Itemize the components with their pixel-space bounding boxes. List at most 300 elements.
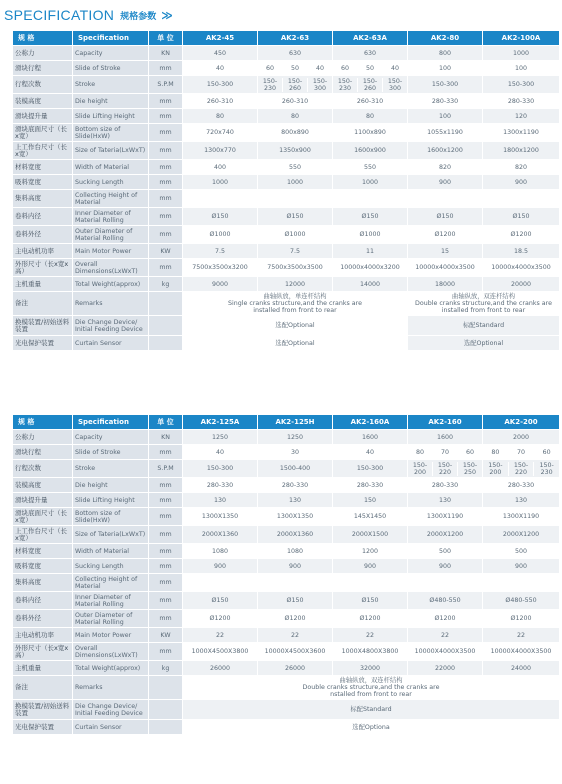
row-unit: KW <box>149 244 183 259</box>
spec-title-en: SPECIFICATION <box>4 7 115 23</box>
table-cell: 1200 <box>333 544 408 559</box>
table-cell: 32000 <box>333 661 408 676</box>
row-label-cn: 滑块行程 <box>13 445 73 460</box>
row-label-en: Size of Tateria(LxWxT) <box>73 142 149 160</box>
row-unit: KN <box>149 430 183 445</box>
table-cell: Ø150 <box>483 208 560 226</box>
table-row <box>13 46 560 61</box>
row-unit: mm <box>149 544 183 559</box>
table-cell: 1000X4500X3800 <box>183 643 258 661</box>
table-cell <box>258 61 333 76</box>
table-cell: 1600 <box>333 430 408 445</box>
sub-cell: 60 <box>457 449 482 456</box>
table-cell <box>408 460 483 478</box>
row-unit: mm <box>149 109 183 124</box>
table-row <box>13 94 560 109</box>
sub-cell: 50 <box>282 65 307 72</box>
row-label-cn: 吸料宽度 <box>13 559 73 574</box>
row-label-en: Outer Diameter of Material Rolling <box>73 226 149 244</box>
table-cell: 500 <box>408 544 483 559</box>
table-cell: 1600x1200 <box>408 142 483 160</box>
table-cell: 280-330 <box>483 94 560 109</box>
table-cell <box>483 460 560 478</box>
table-cell: Ø1000 <box>333 226 408 244</box>
row-label-cn: 滑块提升量 <box>13 109 73 124</box>
row-unit: mm <box>149 175 183 190</box>
column-header: AK2-125A <box>183 415 258 430</box>
table-row <box>13 208 560 226</box>
curtain-right-value: 选配Optional <box>408 336 560 351</box>
row-label-en: Slide of Stroke <box>73 61 149 76</box>
table-cell: 10000X4500X3600 <box>258 643 333 661</box>
double-chevron-icon: ≫ <box>161 8 173 22</box>
table-row <box>13 61 560 76</box>
sub-cell: 150- 300 <box>382 78 407 92</box>
sub-cell: 60 <box>265 64 274 72</box>
table-cell: 150-300 <box>183 76 258 94</box>
row-label-cn: 集料高度 <box>13 574 73 592</box>
table-row <box>13 592 560 610</box>
row-label-cn: 主机重量 <box>13 277 73 292</box>
table-row <box>13 142 560 160</box>
table-row <box>13 610 560 628</box>
table-cell: 18000 <box>408 277 483 292</box>
table-cell: 1800x1200 <box>483 142 560 160</box>
table-row <box>13 175 560 190</box>
table-cell <box>408 190 483 208</box>
table-cell: 40 <box>183 61 258 76</box>
row-unit: mm <box>149 124 183 142</box>
table-cell: 800 <box>408 46 483 61</box>
table-cell: 40 <box>333 445 408 460</box>
table-cell: 130 <box>483 493 560 508</box>
row-unit: kg <box>149 661 183 676</box>
row-label-en: Sucking Length <box>73 559 149 574</box>
remarks-row <box>13 676 560 700</box>
table-row <box>13 574 560 592</box>
table-cell: Ø1200 <box>483 610 560 628</box>
table-cell: 800x890 <box>258 124 333 142</box>
table-cell: Ø150 <box>408 208 483 226</box>
table-row <box>13 259 560 277</box>
table-row <box>13 460 560 478</box>
sub-cell: 150- 300 <box>307 78 332 92</box>
table-cell: 550 <box>333 160 408 175</box>
table-cell <box>258 76 333 94</box>
row-unit: S.P.M <box>149 460 183 478</box>
diechange-row <box>13 700 560 720</box>
table-cell <box>183 574 258 592</box>
row-unit: mm <box>149 478 183 493</box>
table-cell: 22 <box>258 628 333 643</box>
row-label-cn: 光电保护装置 <box>13 720 73 735</box>
table-cell: 1300X1350 <box>183 508 258 526</box>
table-row <box>13 493 560 508</box>
table-row <box>13 544 560 559</box>
table-cell: Ø480-550 <box>483 592 560 610</box>
row-label-cn: 卷料内径 <box>13 208 73 226</box>
table-cell: 130 <box>408 493 483 508</box>
row-label-en: Bottom size of Slide(HxW) <box>73 508 149 526</box>
table-cell: Ø1200 <box>483 226 560 244</box>
table-cell: 500 <box>483 544 560 559</box>
sub-cell: 150- 220 <box>508 462 534 476</box>
row-label-cn: 外形尺寸（长x宽x高） <box>13 643 73 661</box>
column-header: AK2-63 <box>258 31 333 46</box>
row-label-cn: 卷料外径 <box>13 610 73 628</box>
diechange-right-value: 标配Standard <box>408 316 560 336</box>
table-cell: 820 <box>408 160 483 175</box>
table-cell: 900 <box>483 175 560 190</box>
row-label-cn: 卷料外径 <box>13 226 73 244</box>
table-cell: Ø1200 <box>408 610 483 628</box>
curtain-left-value: 选配Optional <box>183 336 408 351</box>
table-cell: 1000 <box>183 175 258 190</box>
row-label-en: Die Change Device/ Initial Feeding Device <box>73 316 149 336</box>
row-unit: mm <box>149 526 183 544</box>
column-header: 规 格 <box>13 31 73 46</box>
sub-cell: 40 <box>307 65 332 72</box>
table-cell: 150-300 <box>408 76 483 94</box>
table-cell: Ø150 <box>258 208 333 226</box>
table-cell: Ø1000 <box>183 226 258 244</box>
row-label-cn: 行程次数 <box>13 460 73 478</box>
row-label-cn: 材料宽度 <box>13 544 73 559</box>
row-unit: mm <box>149 190 183 208</box>
sub-cell: 150- 220 <box>432 462 457 476</box>
table-cell: 10000x4000x3500 <box>408 259 483 277</box>
table-cell: Ø150 <box>333 208 408 226</box>
table-cell: 10000X4000X3500 <box>408 643 483 661</box>
row-label-en: Stroke <box>73 460 149 478</box>
row-label-cn: 公称力 <box>13 46 73 61</box>
table-cell: 1000 <box>333 175 408 190</box>
row-unit: mm <box>149 610 183 628</box>
row-label-cn: 外形尺寸（长x宽x高） <box>13 259 73 277</box>
table-cell: 7500x3500x3200 <box>183 259 258 277</box>
table-cell: 150-300 <box>333 460 408 478</box>
table-cell: 1350x900 <box>258 142 333 160</box>
table-cell <box>483 445 560 460</box>
table-row <box>13 661 560 676</box>
table-cell: 80 <box>258 109 333 124</box>
sub-cell: 60 <box>533 449 559 456</box>
table-cell: 1250 <box>183 430 258 445</box>
table-cell: 22 <box>183 628 258 643</box>
row-label-en: Sucking Length <box>73 175 149 190</box>
table-header-row <box>13 31 560 46</box>
table-cell: 1300x1190 <box>483 124 560 142</box>
table-cell: Ø1000 <box>258 226 333 244</box>
row-unit: S.P.M <box>149 76 183 94</box>
table-cell: 10000x4000x3500 <box>483 259 560 277</box>
table-cell: 1600 <box>408 430 483 445</box>
remarks-left-value: 曲轴纵放，单连杆结构 Single cranks structure,and the cranks are installed from front to rear <box>183 292 408 316</box>
table-cell: 9000 <box>183 277 258 292</box>
row-unit: mm <box>149 259 183 277</box>
row-label-en: Total Weight(approx) <box>73 277 149 292</box>
row-label-en: Die Change Device/ Initial Feeding Device <box>73 700 149 720</box>
row-label-cn: 主电动机功率 <box>13 628 73 643</box>
table-cell: 130 <box>183 493 258 508</box>
table-cell: 400 <box>183 160 258 175</box>
row-label-en: Stroke <box>73 76 149 94</box>
sub-cell: 150- 230 <box>337 77 353 92</box>
column-header: 单 位 <box>149 415 183 430</box>
table-cell: 7.5 <box>258 244 333 259</box>
table-cell: 900 <box>408 175 483 190</box>
row-label-cn: 主机重量 <box>13 661 73 676</box>
row-label-en: Remarks <box>73 292 149 316</box>
row-unit: mm <box>149 61 183 76</box>
row-label-en: Inner Diameter of Material Rolling <box>73 592 149 610</box>
table-row <box>13 124 560 142</box>
row-label-cn: 换模装置/初始送料装置 <box>13 316 73 336</box>
table-cell: 26000 <box>258 661 333 676</box>
row-unit: mm <box>149 94 183 109</box>
row-unit: mm <box>149 493 183 508</box>
table-cell <box>333 61 408 76</box>
row-unit: KN <box>149 46 183 61</box>
table-cell: 900 <box>408 559 483 574</box>
row-label-cn: 上工作台尺寸（长x宽） <box>13 142 73 160</box>
table-row <box>13 244 560 259</box>
table-row <box>13 160 560 175</box>
sub-cell: 50 <box>357 65 382 72</box>
row-label-en: Slide of Stroke <box>73 445 149 460</box>
table-cell: 18.5 <box>483 244 560 259</box>
row-unit: mm <box>149 160 183 175</box>
row-label-cn: 光电保护装置 <box>13 336 73 351</box>
table-header-row <box>13 415 560 430</box>
row-label-en: Inner Diameter of Material Rolling <box>73 208 149 226</box>
table-row <box>13 508 560 526</box>
table-row <box>13 445 560 460</box>
sub-cell: 70 <box>432 449 457 456</box>
column-header: AK2-160A <box>333 415 408 430</box>
table-cell: 1080 <box>183 544 258 559</box>
row-unit: mm <box>149 142 183 160</box>
sub-cell: 150- 260 <box>282 78 307 92</box>
row-label-cn: 备注 <box>13 292 73 316</box>
table-cell: 145X1450 <box>333 508 408 526</box>
row-label-cn: 主电动机功率 <box>13 244 73 259</box>
table-cell: 2000X1200 <box>483 526 560 544</box>
table-row <box>13 430 560 445</box>
table-cell: 22 <box>333 628 408 643</box>
row-label-en: Size of Tateria(LxWxT) <box>73 526 149 544</box>
row-label-en: Width of Material <box>73 544 149 559</box>
table-cell: 260-310 <box>258 94 333 109</box>
table-cell: 10000x4000x3200 <box>333 259 408 277</box>
table-cell: 30 <box>258 445 333 460</box>
row-label-cn: 装模高度 <box>13 478 73 493</box>
table-cell: 120 <box>483 109 560 124</box>
row-unit: kg <box>149 277 183 292</box>
table-cell: 1300X1190 <box>408 508 483 526</box>
table-cell: 900 <box>258 559 333 574</box>
table-cell: 1080 <box>258 544 333 559</box>
row-label-cn: 材料宽度 <box>13 160 73 175</box>
row-unit: mm <box>149 592 183 610</box>
table-cell: 22 <box>483 628 560 643</box>
row-label-en: Outer Diameter of Material Rolling <box>73 610 149 628</box>
row-label-en: Slide Lifting Height <box>73 493 149 508</box>
sub-cell: 60 <box>340 64 349 72</box>
row-unit: mm <box>149 226 183 244</box>
sub-cell: 150- 250 <box>457 462 482 476</box>
column-header: Specification <box>73 31 149 46</box>
table-cell <box>408 574 483 592</box>
table-cell <box>258 574 333 592</box>
table-cell: 40 <box>183 445 258 460</box>
row-unit <box>149 336 183 351</box>
table-cell: 12000 <box>258 277 333 292</box>
table-cell: 1000X4800X3800 <box>333 643 408 661</box>
row-label-en: Overall Dimensions(LxWxT) <box>73 643 149 661</box>
sub-cell: 150- 200 <box>488 461 503 476</box>
table-cell: 2000 <box>483 430 560 445</box>
table-cell: Ø150 <box>183 208 258 226</box>
row-label-en: Die height <box>73 478 149 493</box>
table-cell: 280-330 <box>258 478 333 493</box>
table-cell <box>258 190 333 208</box>
table-row <box>13 628 560 643</box>
row-unit: mm <box>149 208 183 226</box>
row-label-cn: 备注 <box>13 676 73 700</box>
column-header: 规 格 <box>13 415 73 430</box>
spec-header <box>4 6 173 24</box>
table-row <box>13 76 560 94</box>
table-cell: 820 <box>483 160 560 175</box>
table-row <box>13 109 560 124</box>
table-cell <box>483 190 560 208</box>
table-cell: 280-330 <box>483 478 560 493</box>
diechange-left-value: 选配Optional <box>183 316 408 336</box>
table-cell: 720x740 <box>183 124 258 142</box>
table-cell <box>333 76 408 94</box>
spec-table-1 <box>12 30 560 351</box>
sub-cell: 70 <box>508 449 534 456</box>
row-unit <box>149 676 183 700</box>
table-cell: 900 <box>483 559 560 574</box>
table-row <box>13 226 560 244</box>
table-cell: 2000X1360 <box>183 526 258 544</box>
table-cell: 280-330 <box>408 478 483 493</box>
table-row <box>13 526 560 544</box>
table-cell: 550 <box>258 160 333 175</box>
table-cell: 26000 <box>183 661 258 676</box>
table-cell: 1500-400 <box>258 460 333 478</box>
diechange-value: 标配Standard <box>183 700 560 720</box>
row-label-cn: 滑块底面尺寸（长x宽） <box>13 124 73 142</box>
table-cell: 1300x770 <box>183 142 258 160</box>
row-label-cn: 换模装置/初始送料装置 <box>13 700 73 720</box>
table-cell: 22 <box>408 628 483 643</box>
table-cell: 630 <box>333 46 408 61</box>
column-header: AK2-200 <box>483 415 560 430</box>
table-cell: 2000X1200 <box>408 526 483 544</box>
table-cell: 80 <box>183 109 258 124</box>
table-row <box>13 643 560 661</box>
row-label-en: Capacity <box>73 46 149 61</box>
table-cell: 15 <box>408 244 483 259</box>
row-label-cn: 公称力 <box>13 430 73 445</box>
table-cell: 150-300 <box>183 460 258 478</box>
sub-cell: 150- 230 <box>533 462 559 476</box>
curtain-value: 选配Optiona <box>183 720 560 735</box>
table-cell: 1600x900 <box>333 142 408 160</box>
table-cell: 14000 <box>333 277 408 292</box>
table-cell <box>408 445 483 460</box>
table-cell: 80 <box>333 109 408 124</box>
row-label-en: Overall Dimensions(LxWxT) <box>73 259 149 277</box>
table-cell: 2000X1500 <box>333 526 408 544</box>
table-cell: 100 <box>483 61 560 76</box>
table-cell: 24000 <box>483 661 560 676</box>
table-cell <box>483 574 560 592</box>
row-label-cn: 滑块提升量 <box>13 493 73 508</box>
row-label-cn: 吸料宽度 <box>13 175 73 190</box>
remarks-value: 曲轴纵放，双连杆结构 Double cranks structure,and the cranks are nstalled from front to rear <box>183 676 560 700</box>
column-header: AK2-125H <box>258 415 333 430</box>
table-cell: 150 <box>333 493 408 508</box>
table-cell: 1100x890 <box>333 124 408 142</box>
table-cell: 280-330 <box>408 94 483 109</box>
spec-title-cn: 规格参数 <box>120 11 157 22</box>
table-cell: 1000 <box>258 175 333 190</box>
table-cell: 260-310 <box>333 94 408 109</box>
row-label-en: Slide Lifting Height <box>73 109 149 124</box>
row-unit: mm <box>149 508 183 526</box>
table-cell: Ø480-550 <box>408 592 483 610</box>
column-header: AK2-160 <box>408 415 483 430</box>
row-label-en: Main Motor Power <box>73 244 149 259</box>
sub-cell: 150- 230 <box>262 77 278 92</box>
table-cell: Ø1200 <box>258 610 333 628</box>
table-cell: 11 <box>333 244 408 259</box>
table-cell: 7500x3500x3500 <box>258 259 333 277</box>
table-cell: 630 <box>258 46 333 61</box>
table-cell: 150-300 <box>483 76 560 94</box>
table-row <box>13 190 560 208</box>
row-unit: mm <box>149 559 183 574</box>
row-label-cn: 滑块行程 <box>13 61 73 76</box>
row-label-en: Total Weight(approx) <box>73 661 149 676</box>
row-unit: mm <box>149 643 183 661</box>
table-cell: 22000 <box>408 661 483 676</box>
row-label-en: Remarks <box>73 676 149 700</box>
table-cell: 2000X1360 <box>258 526 333 544</box>
table-row <box>13 277 560 292</box>
table-cell <box>333 574 408 592</box>
column-header: AK2-100A <box>483 31 560 46</box>
row-label-en: Curtain Sensor <box>73 720 149 735</box>
remarks-row <box>13 292 560 316</box>
table-cell: 100 <box>408 109 483 124</box>
table-cell: 280-330 <box>183 478 258 493</box>
row-unit <box>149 316 183 336</box>
table-cell <box>333 190 408 208</box>
row-label-en: Die height <box>73 94 149 109</box>
table-cell: 260-310 <box>183 94 258 109</box>
sub-cell: 150- 260 <box>357 78 382 92</box>
row-label-en: Capacity <box>73 430 149 445</box>
row-label-en: Width of Material <box>73 160 149 175</box>
table-cell: Ø150 <box>183 592 258 610</box>
table-cell: 1055x1190 <box>408 124 483 142</box>
table-cell: Ø1200 <box>333 610 408 628</box>
